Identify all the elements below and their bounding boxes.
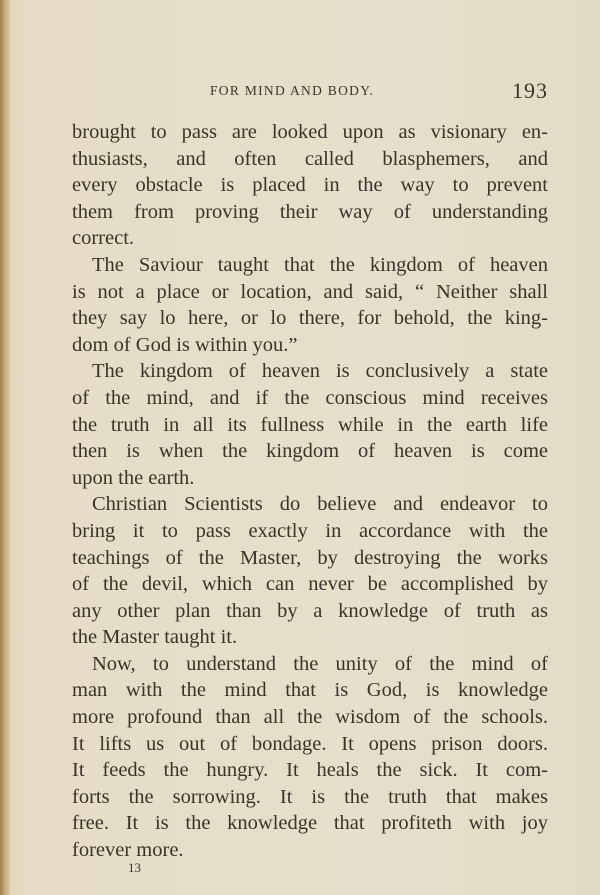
text-line: is not a place or location, and said, “ Neither shall xyxy=(72,280,548,303)
text-line: Christian Scientists do believe and endeavor to xyxy=(92,493,548,516)
text-line: they say lo here, or lo there, for behold, the king- xyxy=(72,307,548,330)
page-header xyxy=(70,80,548,106)
text-line: of the devil, which can never be accomplished by xyxy=(72,573,548,596)
text-line: of the mind, and if the conscious mind receives xyxy=(72,386,548,409)
text-line: free. It is the knowledge that profiteth with joy xyxy=(72,812,548,835)
text-line: any other plan than by a knowledge of truth as xyxy=(72,599,548,622)
text-line: correct. xyxy=(72,227,135,250)
text-line: forever more. xyxy=(72,839,184,862)
text-line: It feeds the hungry. It heals the sick. It com- xyxy=(72,759,548,782)
text-line: thusiasts, and often called blasphemers, and xyxy=(72,147,548,170)
text-line: upon the earth. xyxy=(72,466,195,489)
text-line: bring it to pass exactly in accordance with the xyxy=(72,519,548,542)
text-line: then is when the kingdom of heaven is come xyxy=(72,440,548,463)
signature-mark: 13 xyxy=(128,860,141,875)
text-line: teachings of the Master, by destroying the works xyxy=(72,546,548,569)
text-line: The Saviour taught that the kingdom of heaven xyxy=(92,253,548,276)
book-binding-edge xyxy=(0,0,10,895)
text-line: It lifts us out of bondage. It opens prison doors. xyxy=(72,732,548,755)
text-line: The kingdom of heaven is conclusively a state xyxy=(92,360,548,383)
text-line: brought to pass are looked upon as visionary en- xyxy=(72,121,548,143)
page-number: 193 xyxy=(512,78,548,103)
running-title: FOR MIND AND BODY. xyxy=(210,83,375,98)
text-line: forts the sorrowing. It is the truth that makes xyxy=(72,785,548,808)
text-line: Now, to understand the unity of the mind of xyxy=(92,652,548,675)
text-line: them from proving their way of understanding xyxy=(72,200,548,223)
body-text xyxy=(72,119,548,864)
text-line: dom of God is within you.” xyxy=(72,333,298,356)
text-line: the truth in all its fullness while in the earth life xyxy=(72,413,548,436)
text-line: more profound than all the wisdom of the schools. xyxy=(72,706,548,729)
text-line: every obstacle is placed in the way to prevent xyxy=(72,174,548,197)
text-line: man with the mind that is God, is knowledge xyxy=(72,679,548,702)
text-line: the Master taught it. xyxy=(72,626,238,649)
